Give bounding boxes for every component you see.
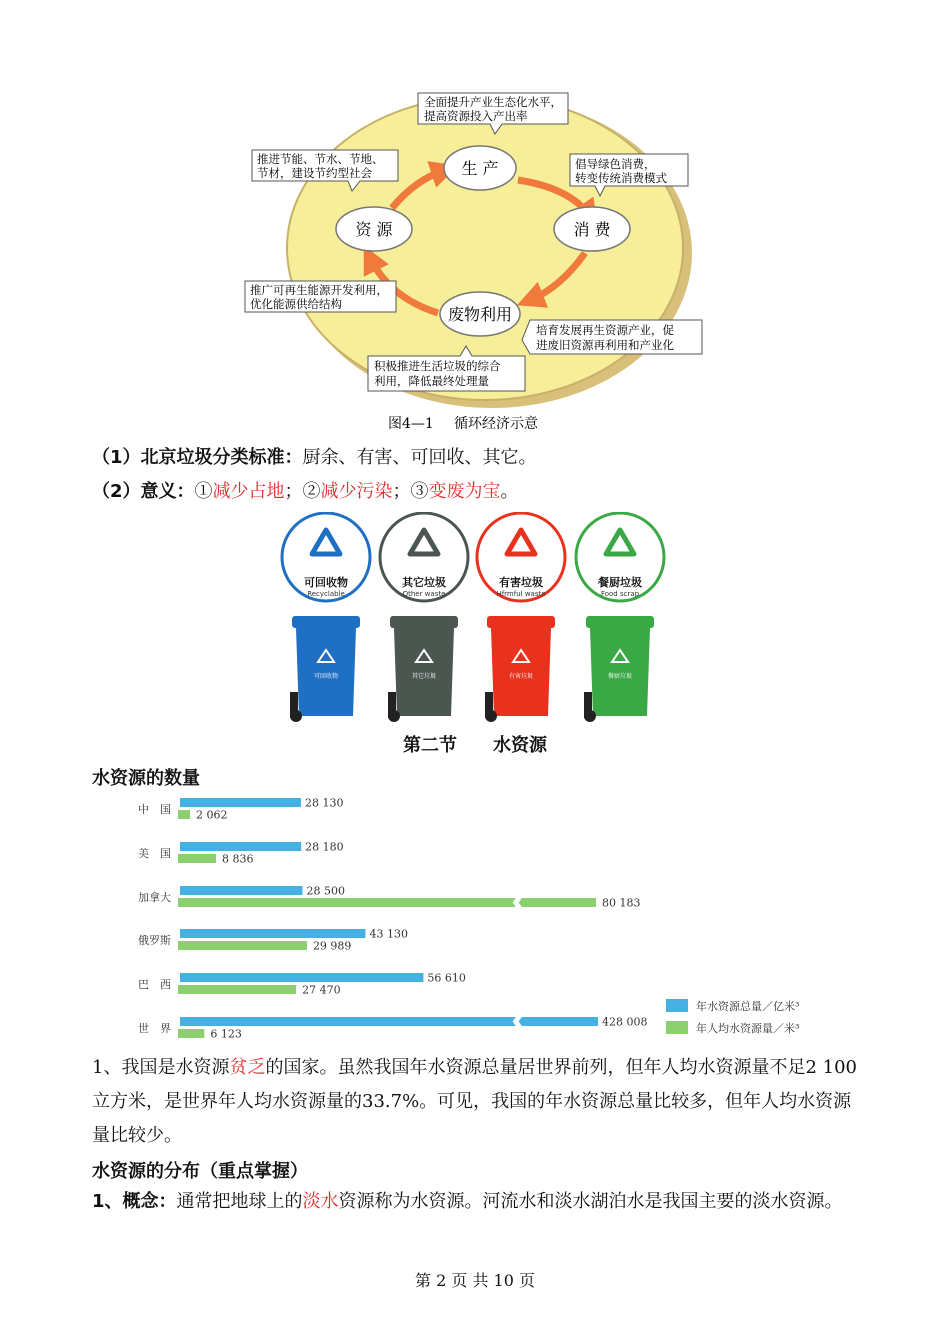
category-label: 巴 西 xyxy=(138,978,171,991)
bin-label-en: Hfrmful waste xyxy=(496,590,546,598)
svg-text:积极推进生活垃圾的综合: 积极推进生活垃圾的综合 xyxy=(374,359,501,373)
para2-red: 淡水 xyxy=(302,1191,339,1212)
svg-text:进废旧资源再利用和产业化: 进废旧资源再利用和产业化 xyxy=(536,338,674,352)
item1-label: （1）北京垃圾分类标准： xyxy=(92,447,303,468)
data-label: 56 610 xyxy=(427,971,466,985)
para1-red: 贫乏 xyxy=(229,1057,266,1078)
bin-body-label: 有害垃圾 xyxy=(508,673,534,680)
item1-text: 厨余、有害、可回收、其它。 xyxy=(302,447,537,468)
category-label: 中 国 xyxy=(138,803,171,816)
para2-part-a: 通常把地球上的 xyxy=(176,1191,303,1212)
data-label: 27 470 xyxy=(302,983,341,997)
bin-3 xyxy=(477,513,565,722)
bin-label-cn: 可回收物 xyxy=(304,576,348,589)
bar-total xyxy=(180,842,301,851)
svg-text:节材，建设节约型社会: 节材，建设节约型社会 xyxy=(257,166,372,180)
legend-label: 年人均水资源量／米³ xyxy=(696,1022,800,1035)
bin-label-cn: 其它垃圾 xyxy=(402,576,446,589)
data-label: 80 183 xyxy=(602,896,641,910)
node-resources xyxy=(336,207,412,251)
bar-percapita xyxy=(178,1029,204,1038)
diagram-caption-number: 图4—1 xyxy=(388,416,434,432)
bin-label-en: Food scrap xyxy=(600,590,640,598)
svg-text:提高资源投入产出率: 提高资源投入产出率 xyxy=(424,109,528,123)
paragraph-water-quantity xyxy=(92,1051,862,1153)
note-left xyxy=(245,281,396,312)
bar-percapita xyxy=(178,898,596,907)
svg-text:利用，降低最终处理量: 利用，降低最终处理量 xyxy=(374,374,489,388)
svg-text:转变传统消费模式: 转变传统消费模式 xyxy=(575,171,667,185)
data-label: 6 123 xyxy=(210,1027,242,1041)
item2-red2: 减少污染 xyxy=(320,481,393,502)
water-resources-chart xyxy=(130,792,830,1044)
bin-body xyxy=(584,616,654,722)
category-label: 美 国 xyxy=(138,847,171,860)
category-label: 加拿大 xyxy=(138,891,171,904)
bar-total xyxy=(180,798,301,807)
item-beijing-standard xyxy=(92,443,537,469)
data-label: 28 500 xyxy=(306,884,346,898)
para1-part-b: 的国家。虽然我国年水资源总量居世界前列，但年人均水资源量不足2 100立方米，是世界年人均水资源量的33.7%。可见，我国的年水资源总量比较多，但年人均水资源量比较少。 xyxy=(92,1057,857,1146)
subhead-distribution: 水资源的分布（重点掌握） xyxy=(92,1161,308,1182)
bar-total xyxy=(180,886,303,895)
legend-label: 年水资源总量／亿米³ xyxy=(696,1000,800,1013)
svg-text:优化能源供给结构: 优化能源供给结构 xyxy=(250,297,342,311)
item-significance xyxy=(92,477,519,503)
para1-part-a: 1、我国是水资源 xyxy=(92,1057,230,1078)
page-footer: 第 2 页 共 10 页 xyxy=(415,1271,535,1290)
svg-text:消 费: 消 费 xyxy=(573,220,611,239)
bar-percapita xyxy=(178,985,296,994)
bin-label-en: Recyclable xyxy=(307,590,345,598)
svg-text:生 产: 生 产 xyxy=(461,159,499,178)
bin-body xyxy=(290,616,360,722)
circular-economy-diagram xyxy=(240,88,720,438)
category-label: 俄罗斯 xyxy=(138,934,171,947)
svg-text:培育发展再生资源产业，促: 培育发展再生资源产业，促 xyxy=(536,323,674,337)
bin-label-cn: 餐厨垃圾 xyxy=(598,576,642,589)
node-consumption xyxy=(554,207,630,251)
note-bottom-right xyxy=(522,320,702,354)
node-waste-utilization xyxy=(440,292,520,336)
section-title: 第二节 水资源 xyxy=(403,735,547,756)
svg-text:废物利用: 废物利用 xyxy=(447,305,513,324)
node-production xyxy=(444,146,516,190)
svg-text:资 源: 资 源 xyxy=(355,220,393,239)
subhead-quantity: 水资源的数量 xyxy=(92,768,200,789)
bar-percapita xyxy=(178,854,216,863)
bin-2 xyxy=(380,513,468,722)
data-label: 28 130 xyxy=(304,796,344,810)
bar-percapita xyxy=(178,810,190,819)
bin-body xyxy=(485,616,555,722)
svg-text:推进节能、节水、节地、: 推进节能、节水、节地、 xyxy=(257,152,384,166)
para2-part-b: 资源称为水资源。河流水和淡水湖泊水是我国主要的淡水资源。 xyxy=(338,1191,843,1212)
bin-body-label: 餐厨垃圾 xyxy=(607,673,633,680)
legend-swatch xyxy=(666,1021,688,1034)
item2-part1: ① xyxy=(194,481,213,502)
data-label: 2 062 xyxy=(196,808,228,822)
data-label: 8 836 xyxy=(221,852,254,866)
category-label: 世 界 xyxy=(138,1022,171,1035)
para2-label: 1、概念： xyxy=(92,1191,177,1212)
bar-percapita xyxy=(178,941,307,950)
diagram-caption-text: 循环经济示意 xyxy=(454,416,538,432)
bar-total xyxy=(180,929,365,938)
bin-label-cn: 有害垃圾 xyxy=(499,576,543,589)
svg-text:全面提升产业生态化水平，: 全面提升产业生态化水平， xyxy=(424,95,562,109)
bar-total xyxy=(180,973,423,982)
item2-part4: 。 xyxy=(500,481,519,502)
bin-body-label: 可回收物 xyxy=(313,673,339,680)
bin-1 xyxy=(282,513,370,722)
legend-swatch xyxy=(666,999,688,1012)
data-label: 43 130 xyxy=(369,927,408,941)
item2-label: （2）意义： xyxy=(92,481,195,502)
bin-body-label: 其它垃圾 xyxy=(411,673,437,680)
bin-body xyxy=(388,616,458,722)
bin-4 xyxy=(576,513,664,722)
bin-label-en: Other waste xyxy=(402,590,446,598)
item2-red3: 变废为宝 xyxy=(428,481,501,502)
data-label: 29 989 xyxy=(312,939,352,953)
bar-total xyxy=(180,1017,598,1026)
data-label: 28 180 xyxy=(305,840,344,854)
data-label: 428 008 xyxy=(602,1015,648,1029)
item2-part3: ；③ xyxy=(392,481,429,502)
paragraph-water-concept xyxy=(92,1185,862,1219)
item2-red1: 减少占地 xyxy=(212,481,285,502)
item2-part2: ；② xyxy=(284,481,321,502)
svg-text:倡导绿色消费，: 倡导绿色消费， xyxy=(575,157,656,171)
waste-bins-illustration xyxy=(276,512,676,724)
svg-text:推广可再生能源开发利用，: 推广可再生能源开发利用， xyxy=(250,283,388,297)
